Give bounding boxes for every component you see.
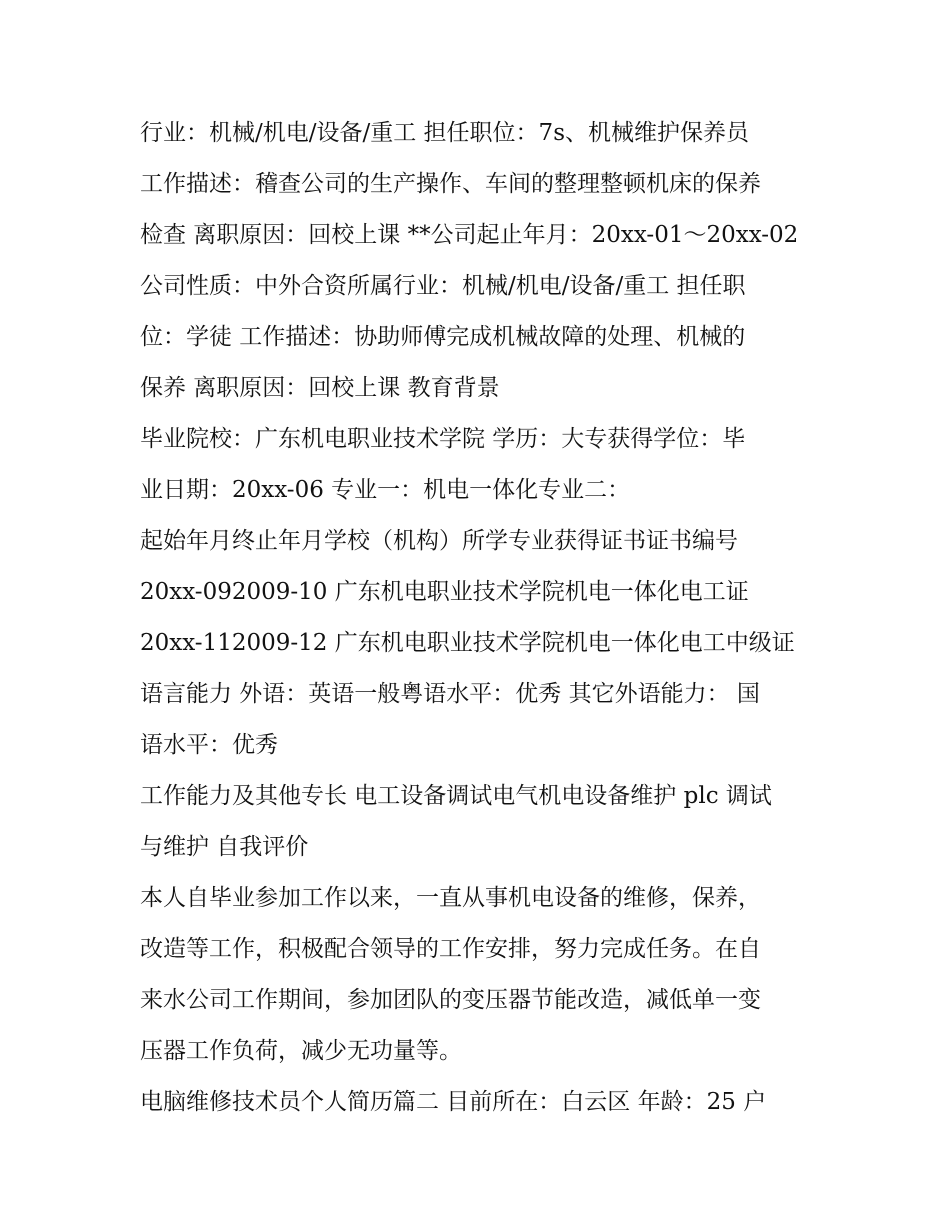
text-line: 来水公司工作期间，参加团队的变压器节能改造，减低单一变: [140, 987, 761, 1013]
text-line: 工作描述：稽查公司的生产操作、车间的整理整顿机床的保养: [140, 171, 761, 197]
text-line: 与维护 自我评价: [140, 834, 309, 860]
text-line: 电脑维修技术员个人简历篇二 目前所在：白云区 年龄：25 户: [140, 1089, 767, 1115]
resume-body-text: [140, 108, 830, 1128]
text-line: 行业：机械/机电/设备/重工 担任职位：7s、机械维护保养员: [140, 120, 749, 146]
text-line: 20xx-112009-12 广东机电职业技术学院机电一体化电工中级证: [140, 630, 795, 656]
text-line: 语言能力 外语：英语一般粤语水平：优秀 其它外语能力： 国: [140, 681, 760, 707]
text-line: 位：学徒 工作描述：协助师傅完成机械故障的处理、机械的: [140, 324, 746, 350]
text-line: 保养 离职原因：回校上课 教育背景: [140, 375, 500, 401]
text-line: 压器工作负荷，减少无功量等。: [140, 1038, 462, 1064]
text-line: 检查 离职原因：回校上课 **公司起止年月：20xx-01～20xx-02: [140, 222, 799, 248]
text-line: 20xx-092009-10 广东机电职业技术学院机电一体化电工证: [140, 579, 749, 605]
text-line: 本人自毕业参加工作以来，一直从事机电设备的维修，保养，: [140, 885, 761, 911]
text-line: 毕业院校：广东机电职业技术学院 学历：大专获得学位：毕: [140, 426, 746, 452]
text-line: 工作能力及其他专长 电工设备调试电气机电设备维护 plc 调试: [140, 783, 772, 809]
text-line: 改造等工作，积极配合领导的工作安排，努力完成任务。在自: [140, 936, 761, 962]
text-line: 业日期：20xx-06 专业一：机电一体化专业二：: [140, 477, 631, 503]
text-line: 公司性质：中外合资所属行业：机械/机电/设备/重工 担任职: [140, 273, 746, 299]
text-line: 语水平：优秀: [140, 732, 278, 758]
text-line: 起始年月终止年月学校（机构）所学专业获得证书证书编号: [140, 528, 738, 554]
